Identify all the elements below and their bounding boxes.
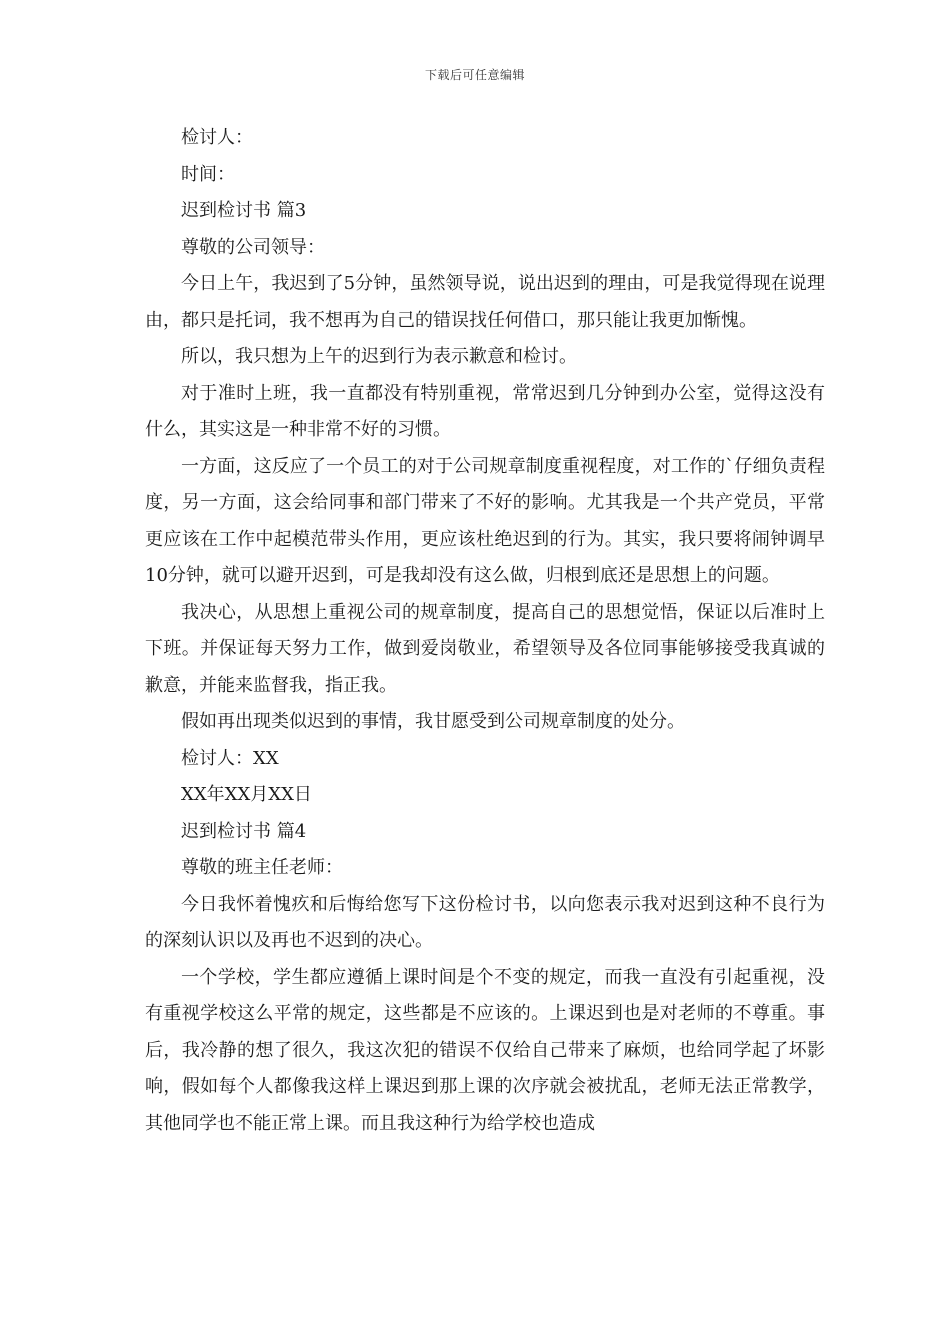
body-paragraph: 一个学校，学生都应遵循上课时间是个不变的规定，而我一直没有引起重视，没有重视学校这么平常的规定，这些都是不应该的。上课迟到也是对老师的不尊重。事后，我冷静的想了很久，我这次犯的错误不仅给自己带来了麻烦，也给同学起了坏影响，假如每个人都像我这样上课迟到那上课的次序就会被扰乱，老师无法正常教学，其他同学也不能正常上课。而且我这种行为给学校也造成 [145,966,825,1134]
body-paragraph: 今日上午，我迟到了5分钟，虽然领导说，说出迟到的理由，可是我觉得现在说理由，都只是托词，我不想再为自己的错误找任何借口，那只能让我更加惭愧。 [145,273,825,331]
signature-label: 检讨人： [181,127,253,148]
document-body [145,120,825,1142]
date-label: 时间： [181,163,235,185]
salutation: 尊敬的班主任老师： [181,857,343,878]
body-paragraph: 对于准时上班，我一直都没有特别重视，常常迟到几分钟到办公室，觉得这没有什么，其实这是一种非常不好的习惯。 [145,382,825,440]
body-paragraph: 所以，我只想为上午的迟到行为表示歉意和检讨。 [181,346,577,367]
body-paragraph: 假如再出现类似迟到的事情，我甘愿受到公司规章制度的处分。 [181,711,685,732]
section-heading: 迟到检讨书 篇3 [181,200,307,221]
date-line: XX年XX月XX日 [181,784,312,805]
body-paragraph: 我决心，从思想上重视公司的规章制度，提高自己的思想觉悟，保证以后准时上下班。并保证每天努力工作，做到爱岗敬业，希望领导及各位同事能够接受我真诚的歉意，并能来监督我，指正我。 [145,601,825,696]
page-header: 下载后可任意编辑 [424,68,525,82]
section-heading: 迟到检讨书 篇4 [181,820,307,842]
signature-line: 检讨人：XX [181,747,279,769]
body-paragraph: 一方面，这反应了一个员工的对于公司规章制度重视程度，对工作的`仔细负责程度，另一方面，这会给同事和部门带来了不好的影响。尤其我是一个共产党员，平常更应该在工作中起模范带头作用，更应该杜绝迟到的行为。其实，我只要将闹钟调早10分钟，就可以避开迟到，可是我却没有这么做，归根到底还是思想上的问题。 [145,455,825,586]
salutation: 尊敬的公司领导： [181,236,325,258]
body-paragraph: 今日我怀着愧疚和后悔给您写下这份检讨书，以向您表示我对迟到这种不良行为的深刻认识以及再也不迟到的决心。 [145,893,825,951]
